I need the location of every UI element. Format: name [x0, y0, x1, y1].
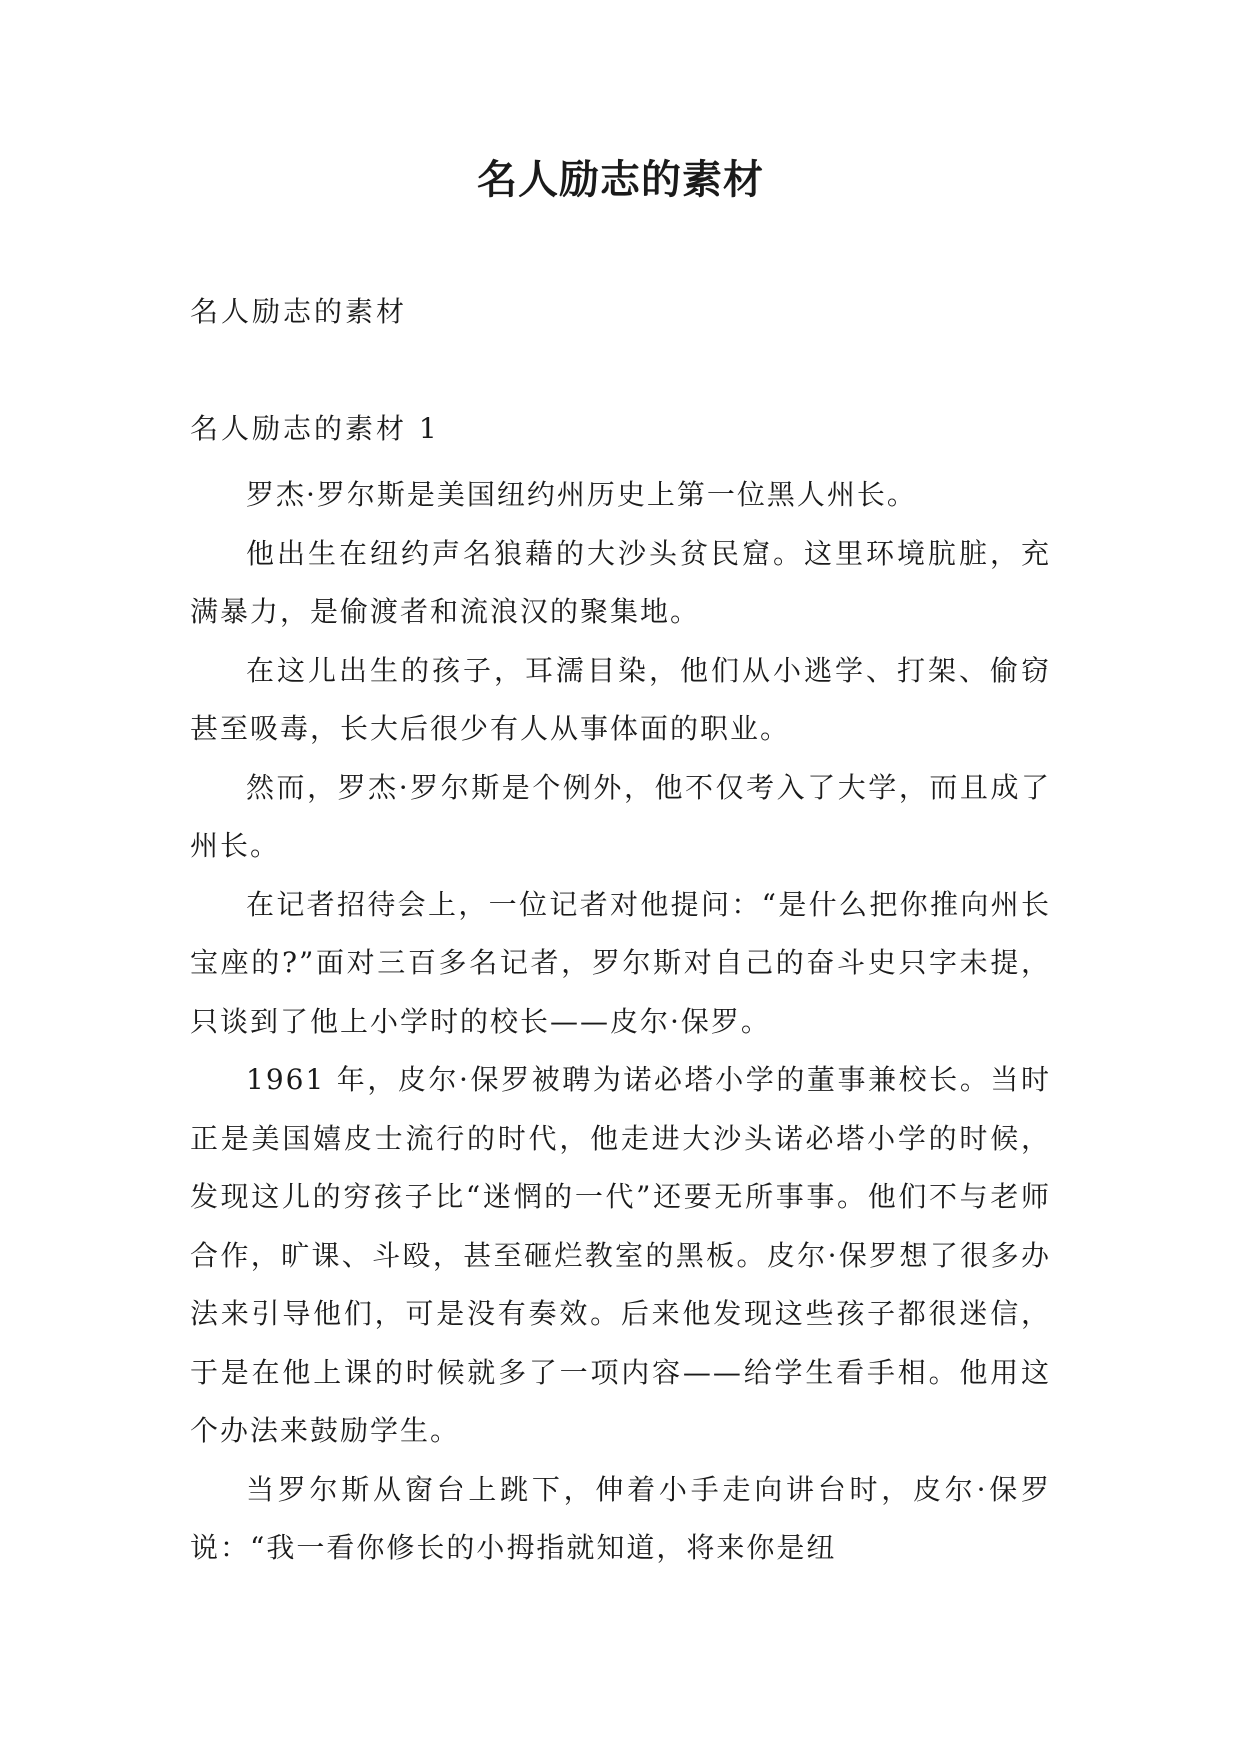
paragraph: 当罗尔斯从窗台上跳下，伸着小手走向讲台时，皮尔·保罗说：“我一看你修长的小拇指就知道，将来你是纽 — [190, 1472, 1051, 1564]
document-subtitle: 名人励志的素材 — [190, 295, 408, 328]
document-title: 名人励志的素材 — [477, 156, 764, 203]
paragraph: 在记者招待会上，一位记者对他提问：“是什么把你推向州长宝座的?”面对三百多名记者，罗尔斯对自己的奋斗史只字未提，只谈到了他上小学时的校长——皮尔·保罗。 — [190, 887, 1051, 1038]
paragraph: 罗杰·罗尔斯是美国纽约州历史上第一位黑人州长。 — [246, 478, 917, 511]
paragraph: 在这儿出生的孩子，耳濡目染，他们从小逃学、打架、偷窃甚至吸毒，长大后很少有人从事体面的职业。 — [190, 653, 1051, 745]
paragraph: 然而，罗杰·罗尔斯是个例外，他不仅考入了大学，而且成了州长。 — [190, 770, 1051, 862]
section-heading: 名人励志的素材 1 — [190, 412, 440, 445]
paragraph: 1961 年，皮尔·保罗被聘为诺必塔小学的董事兼校长。当时正是美国嬉皮士流行的时代，他走进大沙头诺必塔小学的时候，发现这儿的穷孩子比“迷惘的一代”还要无所事事。他们不与老师合作，旷课、斗殴，甚至砸烂教室的黑板。皮尔·保罗想了很多办法来引导他们，可是没有奏效。后来他发现这些孩子都很迷信，于是在他上课的时候就多了一项内容——给学生看手相。他用这个办法来鼓励学生。 — [190, 1063, 1051, 1447]
paragraph: 他出生在纽约声名狼藉的大沙头贫民窟。这里环境肮脏，充满暴力，是偷渡者和流浪汉的聚集地。 — [190, 536, 1051, 628]
document-body — [190, 466, 1051, 1578]
